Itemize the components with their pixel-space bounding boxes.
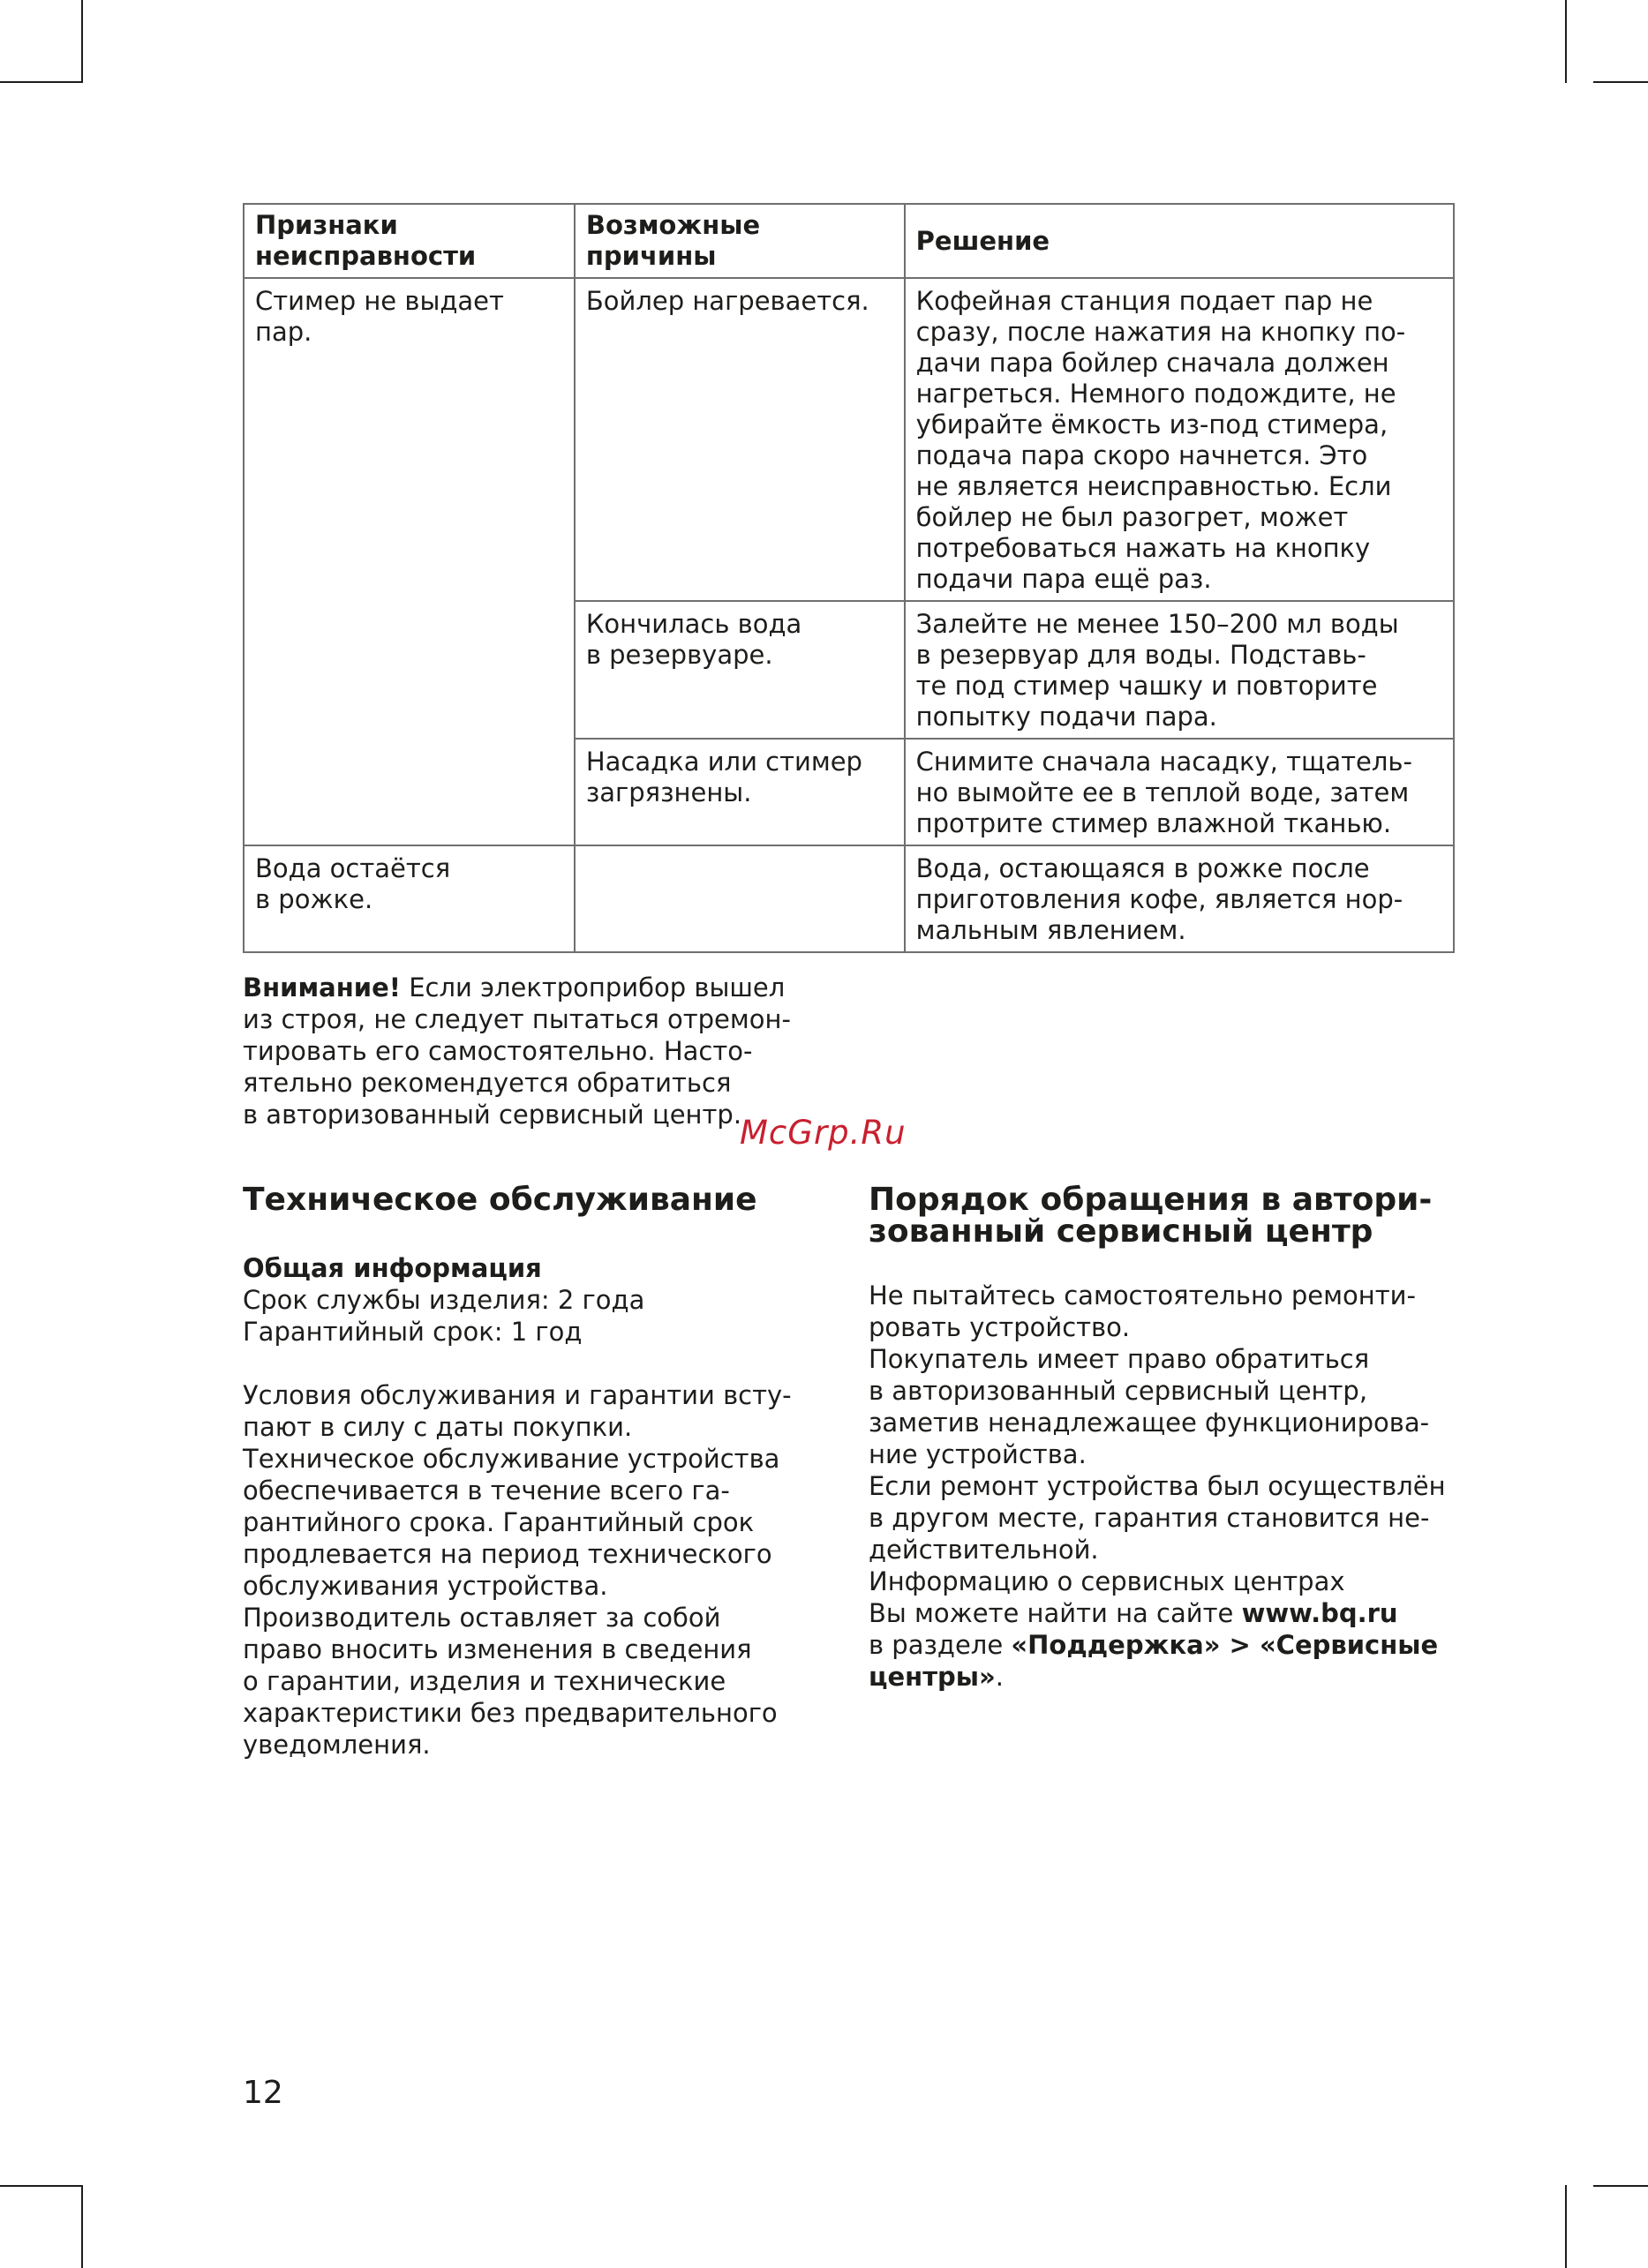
- support-section-path: «Поддержка» > «Сервисные центры»: [869, 1630, 1439, 1692]
- website-link: www.bq.ru: [1241, 1598, 1398, 1628]
- header-symptoms: Признаки неисправности: [244, 204, 575, 278]
- warning-note: [243, 972, 861, 1130]
- crop-mark: [0, 81, 83, 83]
- header-solution: Решение: [905, 204, 1454, 278]
- solution-cell: Вода, остающаяся в рожке после приготовления кофе, является нор- мальным явлением.: [905, 845, 1454, 952]
- service-life-text: Срок службы изделия: 2 года Гарантийный срок: 1 год: [243, 1285, 645, 1347]
- page-number: 12: [243, 2075, 283, 2111]
- table-row: [244, 278, 1454, 601]
- cause-cell: [575, 845, 905, 952]
- header-causes: Возможные причины: [575, 204, 905, 278]
- service-center-section: [869, 1184, 1469, 1693]
- maintenance-title: Техническое обслуживание: [243, 1182, 757, 1218]
- service-text-part: .: [995, 1662, 1004, 1692]
- cause-cell: Бойлер нагревается.: [575, 278, 905, 601]
- symptom-cell: Стимер не выдает пар.: [244, 278, 575, 845]
- symptom-cell: Вода остаётся в рожке.: [244, 845, 575, 952]
- crop-mark: [81, 0, 83, 83]
- warranty-terms-text: Условия обслуживания и гарантии всту- пают в силу с даты покупки. Техническое обслуживание устройства обеспечивается в течение всего га- рантийного срока. Гарантийный срок продлевается на период технического обслуживания устройства. Производитель оставляет за собой право вносить изменения в сведения о гарантии, изделия и технические характеристики без предварительного уведомления.: [243, 1380, 792, 1760]
- warning-label: Внимание!: [243, 973, 401, 1003]
- solution-cell: Залейте не менее 150–200 мл воды в резервуар для воды. Подставь- те под стимер чашку и повторите попытку подачи пара.: [905, 601, 1454, 739]
- cause-cell: Кончилась вода в резервуаре.: [575, 601, 905, 739]
- crop-mark: [1565, 2185, 1567, 2268]
- crop-mark: [1593, 81, 1648, 83]
- solution-cell: Снимите сначала насадку, тщатель- но вымойте ее в теплой воде, затем протрите стимер влажной тканью.: [905, 739, 1454, 845]
- crop-mark: [1593, 2185, 1648, 2187]
- service-center-title: Порядок обращения в автори- зованный сервисный центр: [869, 1182, 1433, 1250]
- crop-mark: [0, 2185, 83, 2187]
- table-header-row: [244, 204, 1454, 278]
- general-info-subtitle: Общая информация: [243, 1253, 542, 1283]
- troubleshooting-table: [243, 203, 1455, 953]
- cause-cell: Насадка или стимер загрязнены.: [575, 739, 905, 845]
- crop-mark: [1565, 0, 1567, 83]
- service-text-part: в разделе: [869, 1630, 1004, 1660]
- solution-cell: Кофейная станция подает пар не сразу, после нажатия на кнопку по- дачи пара бойлер сначала должен нагреться. Немного подождите, не убирайте ёмкость из-под стимера, подача пара скоро начнется. Это не является неисправностью. Если бойлер не был разогрет, может потребоваться нажать на кнопку подачи пара ещё раз.: [905, 278, 1454, 601]
- warning-text: Если электроприбор вышел из строя, не следует пытаться отремон- тировать его самостоятельно. Насто- ятельно рекомендуется обратиться в авторизованный сервисный центр.: [243, 973, 791, 1130]
- table-row: [244, 845, 1454, 952]
- maintenance-section: [243, 1184, 861, 1761]
- service-center-text: [869, 1280, 1469, 1693]
- crop-mark: [81, 2185, 83, 2268]
- service-text-part: Не пытайтесь самостоятельно ремонти- ровать устройство. Покупатель имеет право обратиться в авторизованный сервисный центр, заметив ненадлежащее функционирова- ние устройства. Если ремонт устройства был осуществлён в другом месте, гарантия становится не- действительной. Информацию о сервисных центрах Вы можете найти на сайте: [869, 1280, 1446, 1628]
- watermark: McGrp.Ru: [740, 1114, 907, 1152]
